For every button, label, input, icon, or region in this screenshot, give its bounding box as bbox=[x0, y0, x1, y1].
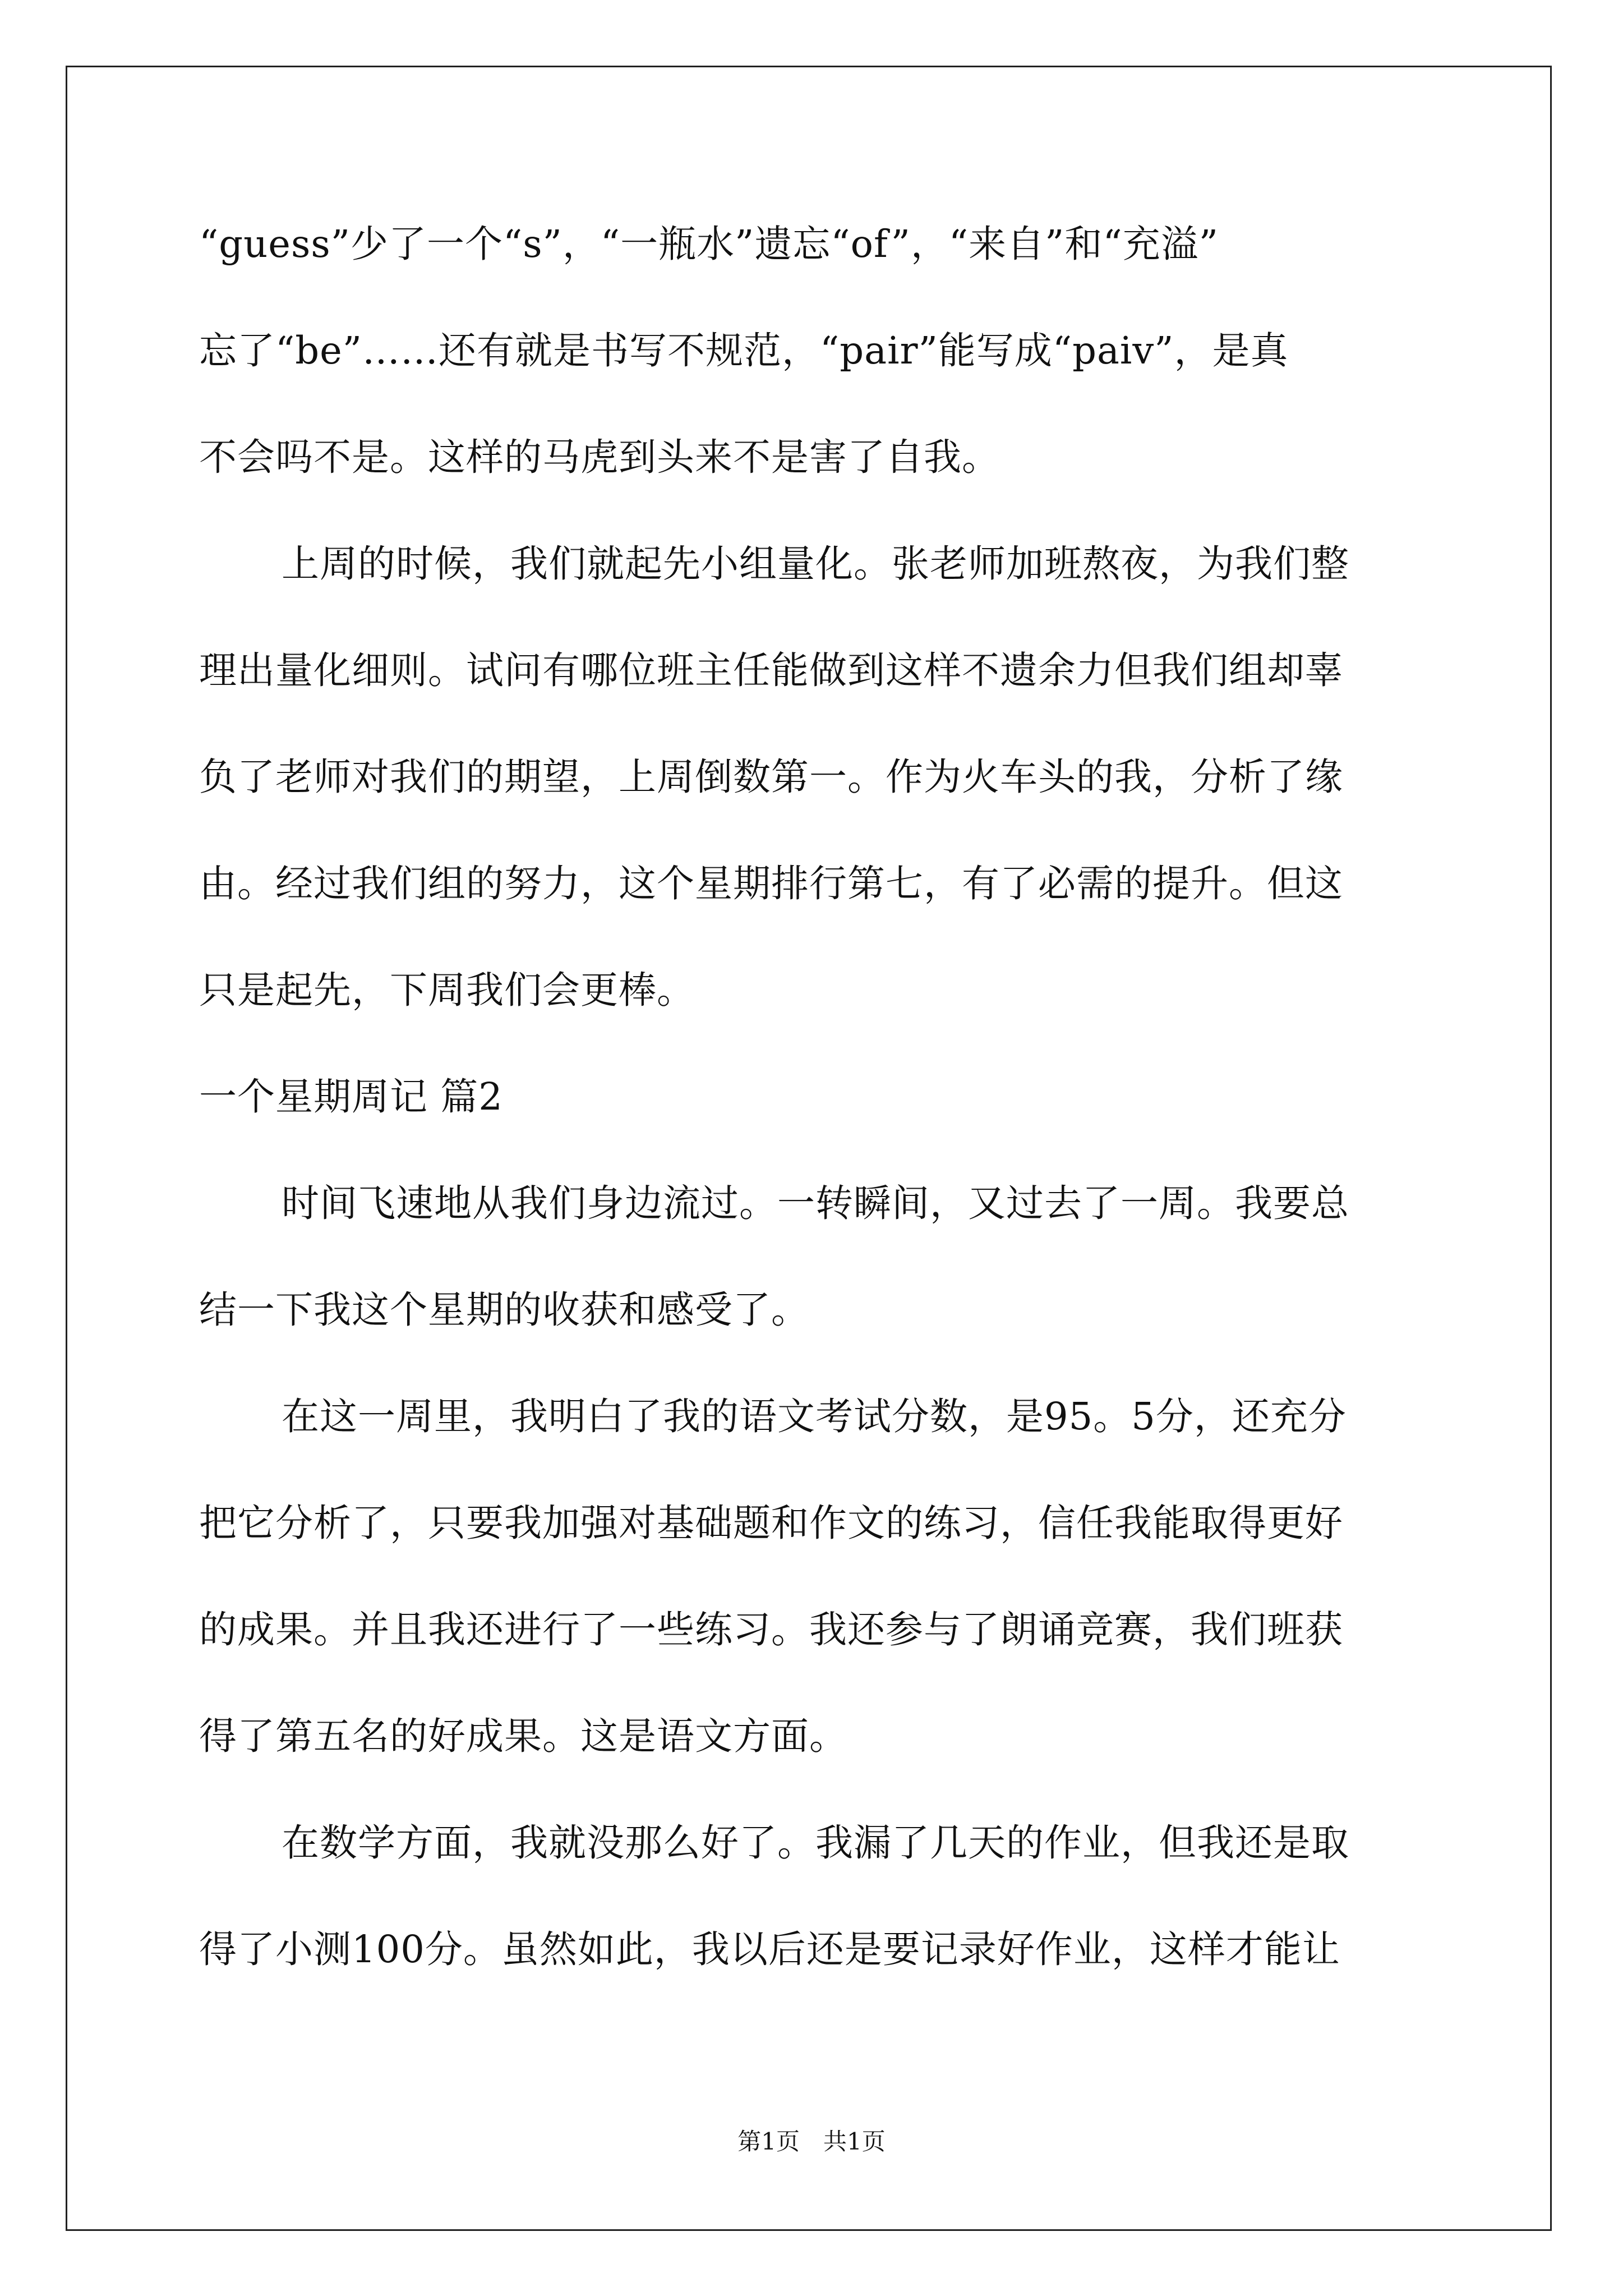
document-body bbox=[199, 216, 1422, 2028]
text-line: 理出量化细则。试问有哪位班主任能做到这样不遗余力但我们组却辜 bbox=[199, 648, 1343, 692]
text-line: 只是起先，下周我们会更棒。 bbox=[199, 968, 695, 1012]
section-heading: 一个星期周记 篇2 bbox=[199, 1075, 503, 1119]
text-line: 结一下我这个星期的收获和感受了。 bbox=[199, 1288, 809, 1332]
text-line: 得了第五名的好成果。这是语文方面。 bbox=[199, 1714, 847, 1758]
text-line: 负了老师对我们的期望，上周倒数第一。作为火车头的我，分析了缘 bbox=[199, 755, 1343, 799]
text-line: 得了小测100分。虽然如此，我以后还是要记录好作业，这样才能让 bbox=[199, 1927, 1340, 1971]
text-line: 不会吗不是。这样的马虎到头来不是害了自我。 bbox=[199, 435, 1000, 479]
paragraph-start-line: 在这一周里，我明白了我的语文考试分数，是95。5分，还充分 bbox=[282, 1395, 1347, 1438]
text-line: 的成果。并且我还进行了一些练习。我还参与了朗诵竞赛，我们班获 bbox=[199, 1608, 1343, 1651]
paragraph-start-line: 在数学方面，我就没那么好了。我漏了几天的作业，但我还是取 bbox=[282, 1821, 1349, 1865]
paragraph-start-line: 时间飞速地从我们身边流过。一转瞬间，又过去了一周。我要总 bbox=[282, 1181, 1349, 1225]
text-line: 忘了“be”……还有就是书写不规范，“pair”能写成“paiv”，是真 bbox=[199, 329, 1289, 372]
text-line: 由。经过我们组的努力，这个星期排行第七，有了必需的提升。但这 bbox=[199, 862, 1343, 905]
text-line: 把它分析了，只要我加强对基础题和作文的练习，信任我能取得更好 bbox=[199, 1501, 1343, 1545]
page-number: 第1页 共1页 bbox=[737, 2128, 886, 2155]
text-line: “guess”少了一个“s”，“一瓶水”遗忘“of”，“来自”和“充溢” bbox=[199, 222, 1219, 266]
paragraph-start-line: 上周的时候，我们就起先小组量化。张老师加班熬夜，为我们整 bbox=[282, 542, 1349, 586]
